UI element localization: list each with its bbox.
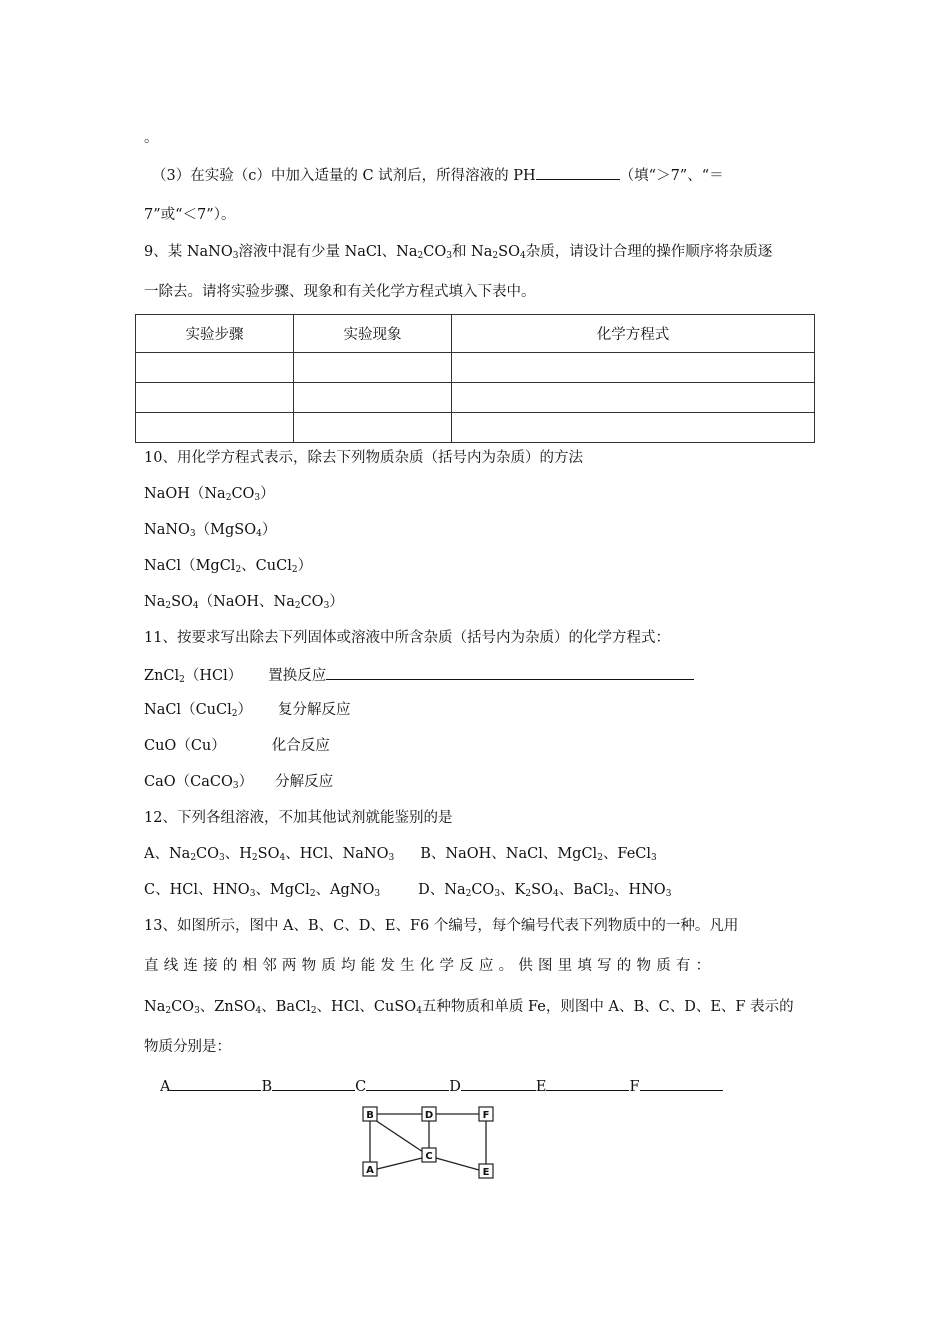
- q12-title: 12、下列各组溶液，不加其他试剂就能鉴别的是: [144, 810, 453, 826]
- table-cell[interactable]: [294, 353, 452, 383]
- answer-blank-c[interactable]: [366, 1075, 449, 1091]
- node-label-d: D: [424, 1110, 434, 1121]
- q11-item2: NaCl（CuCl$_2$） 复分解反应: [144, 702, 351, 719]
- table-row: [136, 353, 815, 383]
- q12-options-cd: [144, 880, 671, 900]
- table-cell[interactable]: [294, 413, 452, 443]
- header-equation: 化学方程式: [452, 315, 815, 353]
- q11-title: 11、按要求写出除去下列固体或溶液中所含杂质（括号内为杂质）的化学方程式：: [144, 630, 670, 646]
- option-a[interactable]: A、$Na_2CO_3$、$H_2SO_4$、HCl、NaNO$_3$: [144, 846, 395, 863]
- table-row: [136, 383, 815, 413]
- table-cell[interactable]: [294, 383, 452, 413]
- q11-item4: CaO（CaCO$_3$） 分解反应: [144, 774, 334, 791]
- node-label-a: A: [366, 1165, 374, 1176]
- edge-c-e: [436, 1158, 479, 1170]
- answer-blank-d[interactable]: [461, 1075, 536, 1091]
- replacement-reaction-blank[interactable]: [326, 664, 694, 680]
- table-cell[interactable]: [136, 413, 294, 443]
- table-cell[interactable]: [452, 413, 815, 443]
- edge-c-a: [377, 1158, 422, 1169]
- header-steps: 实验步骤: [136, 315, 294, 353]
- q8-part3-cont: 7”或“＜7”）。: [144, 207, 236, 223]
- q10-item2: NaNO$_3$（MgSO$_4$）: [144, 522, 277, 539]
- q13-answer-row: A B C D E F: [160, 1075, 723, 1097]
- q10-item4: $Na_2SO_4(NaOH$、$Na_2CO_3$）: [144, 594, 344, 611]
- ph-answer-blank[interactable]: [536, 164, 620, 180]
- node-label-b: B: [366, 1110, 374, 1121]
- node-label-f: F: [482, 1110, 490, 1121]
- q8-part3-line: （3）在实验（c）中加入适量的 C 试剂后，所得溶液的 PH （填“＞7”、“＝: [152, 164, 724, 186]
- node-label-c: C: [425, 1151, 433, 1162]
- reaction-diagram: [355, 1100, 515, 1190]
- top-mark: 。: [144, 130, 159, 146]
- q10-item1: $NaOH(Na_2CO_3)$: [144, 486, 275, 503]
- node-label-e: E: [482, 1167, 490, 1178]
- table-row: [136, 413, 815, 443]
- table-header-row: [136, 315, 815, 353]
- edge-b-c: [375, 1120, 423, 1152]
- q9-line2: 一除去。请将实验步骤、现象和有关化学方程式填入下表中。: [144, 284, 536, 300]
- q10-title: 10、用化学方程式表示，除去下列物质杂质（括号内为杂质）的方法: [144, 450, 583, 466]
- table-cell[interactable]: [452, 353, 815, 383]
- table-cell[interactable]: [136, 353, 294, 383]
- q13-line2: 直线连接的相邻两物质均能发生化学反应。供图里填写的物质有：: [144, 958, 716, 974]
- header-phenomena: 实验现象: [294, 315, 452, 353]
- table-cell[interactable]: [136, 383, 294, 413]
- answer-blank-a[interactable]: [170, 1075, 261, 1091]
- q13-line3: $Na_2CO_3$、ZnSO$_4$、BaCl$_2$、HCl、CuSO$_4$五种物质和单质 Fe，则图中 A、B、C、D、E、F 表示的: [144, 999, 794, 1016]
- answer-blank-f[interactable]: [640, 1075, 723, 1091]
- q13-line1: 13、如图所示，图中 A、B、C、D、E、F6 个编号，每个编号代表下列物质中的一种。凡用: [144, 918, 739, 934]
- q11-item1: ZnCl$_2$（HCl） 置换反应: [144, 664, 694, 686]
- table-cell[interactable]: [452, 383, 815, 413]
- option-b[interactable]: B、NaOH、NaCl、MgCl$_2$、FeCl$_3$: [420, 846, 657, 863]
- option-c[interactable]: C、HCl、$HNO_3$、MgCl$_2$、AgNO$_3$: [144, 882, 381, 899]
- option-d[interactable]: D、$Na_2CO_3$、$K_2SO_4$、BaCl$_2$、$HNO_3$: [418, 882, 672, 899]
- answer-blank-b[interactable]: [272, 1075, 355, 1091]
- q10-item3: NaCl（MgCl$_2$、CuCl$_2$）: [144, 558, 313, 575]
- q9-line1: 9、某 NaNO$_3$溶液中混有少量 NaCl、$Na_2CO_3$和 $Na_2SO_4$杂质，请设计合理的操作顺序将杂质逐: [144, 244, 773, 261]
- answer-blank-e[interactable]: [546, 1075, 629, 1091]
- q12-options-ab: [144, 844, 657, 864]
- experiment-table: [135, 314, 815, 443]
- q13-line4: 物质分别是：: [144, 1039, 231, 1055]
- q11-item3: CuO（Cu） 化合反应: [144, 738, 330, 754]
